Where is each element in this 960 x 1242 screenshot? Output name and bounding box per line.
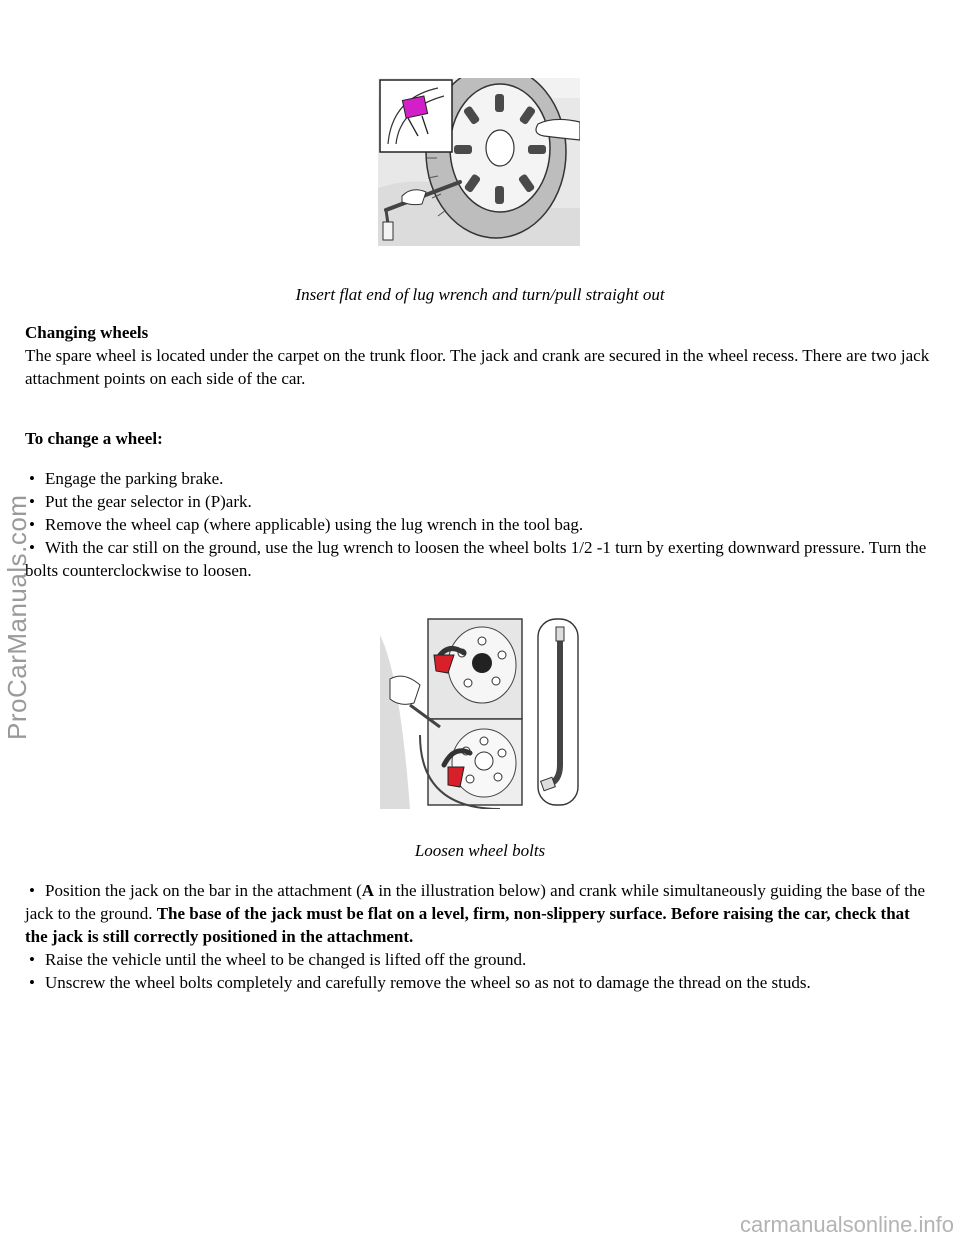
list-item: • Put the gear selector in (P)ark. — [25, 490, 930, 513]
steps-list — [25, 467, 930, 582]
list-item: • Unscrew the wheel bolts completely and carefully remove the wheel so as not to damage the thread on the studs. — [25, 971, 930, 994]
list-item: • Engage the parking brake. — [25, 467, 930, 490]
list-item: • Remove the wheel cap (where applicable) using the lug wrench in the tool bag. — [25, 513, 930, 536]
figure-caption-1: Insert flat end of lug wrench and turn/pull straight out — [295, 285, 665, 304]
list-item: • Raise the vehicle until the wheel to be changed is lifted off the ground. — [25, 948, 930, 971]
steps-heading: To change a wheel: — [25, 429, 163, 448]
list-item: • Position the jack on the bar in the attachment (A in the illustration below) and crank while simultaneously guiding the base of the jack to the ground. The base of the jack must be flat on a level, firm, non-slippery surface. Before raising the car, check that the jack is still correctly positioned in the attachment. — [25, 879, 930, 948]
side-watermark: ProCarManuals.com — [2, 494, 32, 740]
loosen-bolts-illustration — [380, 615, 582, 809]
bottom-watermark: carmanualsonline.info — [739, 1212, 954, 1237]
section-intro: The spare wheel is located under the carpet on the trunk floor. The jack and crank are secured in the wheel recess. There are two jack attachment points on each side of the car. — [25, 346, 930, 388]
section-title: Changing wheels — [25, 323, 149, 342]
list-item: • With the car still on the ground, use the lug wrench to loosen the wheel bolts 1/2 -1 turn by exerting downward pressure. Turn the bolts counterclockwise to loosen. — [25, 536, 930, 582]
figure-caption-2: Loosen wheel bolts — [414, 841, 546, 860]
steps-list-2 — [25, 879, 930, 994]
wheel-cap-illustration — [378, 78, 580, 246]
